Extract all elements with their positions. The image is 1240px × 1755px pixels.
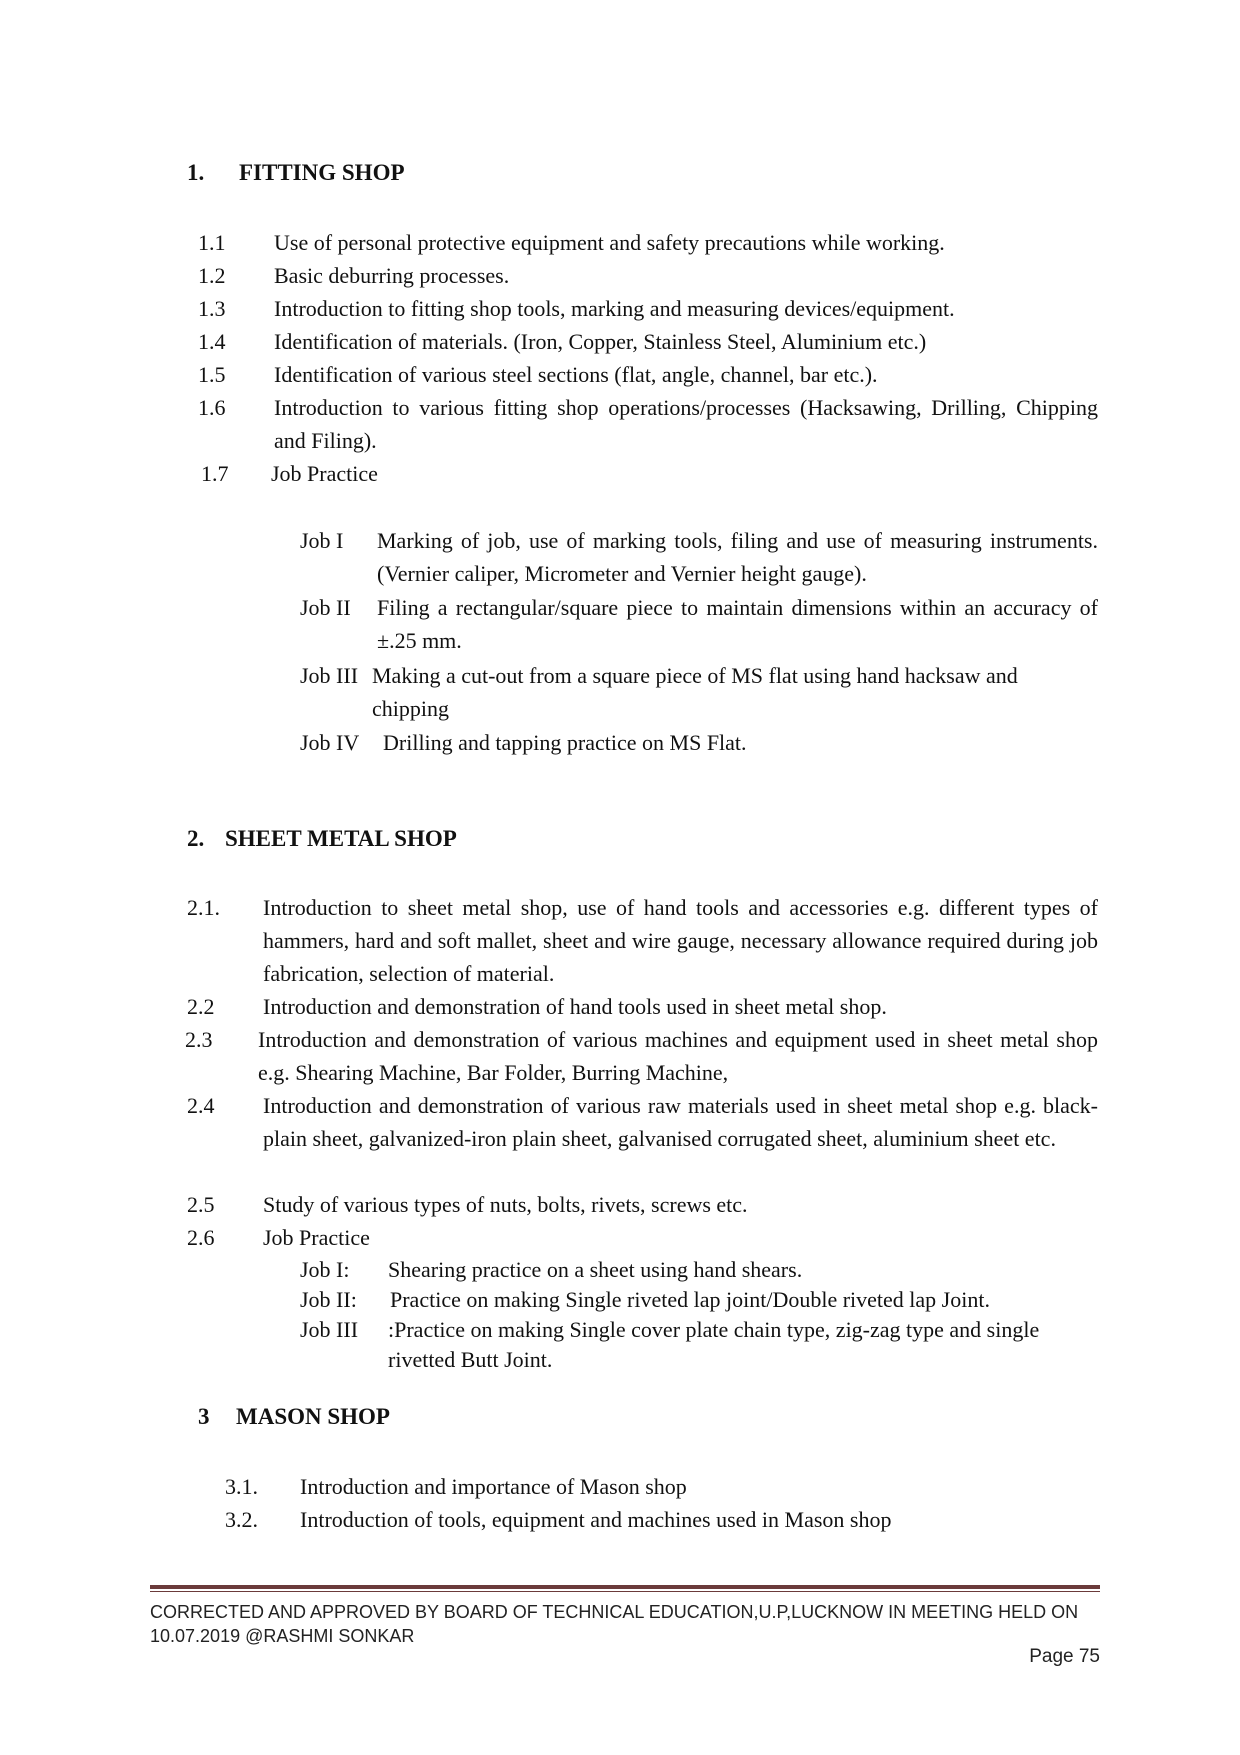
list-item	[187, 1188, 1098, 1221]
job-item	[300, 659, 1098, 725]
section-title: SHEET METAL SHOP	[225, 826, 457, 851]
item-number: 2.2	[187, 994, 215, 1019]
page-number: Page 75	[1029, 1646, 1100, 1667]
list-item	[201, 457, 1098, 490]
section-heading-mason-shop	[198, 1404, 390, 1430]
item-number: 2.3	[185, 1027, 213, 1052]
section-heading-fitting-shop	[187, 160, 405, 186]
list-item	[187, 990, 1098, 1023]
item-text: Introduction to fitting shop tools, marking and measuring devices/equipment.	[274, 296, 955, 321]
section-number: 3	[198, 1404, 210, 1429]
footer-rule	[150, 1585, 1100, 1589]
job-label: Job II:	[300, 1287, 357, 1312]
job-item	[300, 1285, 1098, 1315]
list-item	[198, 259, 1098, 292]
job-label: Job II	[300, 595, 351, 620]
list-item	[187, 1221, 1098, 1254]
item-text: Use of personal protective equipment and safety precautions while working.	[274, 230, 945, 255]
job-item	[300, 591, 1098, 657]
item-text: Introduction to sheet metal shop, use of hand tools and accessories e.g. different types of hammers, hard and soft mallet, sheet and wire gauge, necessary allowance required during job fabrication, selection of material.	[263, 895, 1098, 986]
item-text: Basic deburring processes.	[274, 263, 510, 288]
list-item	[198, 358, 1098, 391]
item-text: Identification of materials. (Iron, Copper, Stainless Steel, Aluminium etc.)	[274, 329, 927, 354]
list-item	[185, 1023, 1098, 1089]
job-text: Practice on making Single riveted lap joint/Double riveted lap Joint.	[390, 1287, 990, 1312]
item-text: Introduction and demonstration of various raw materials used in sheet metal shop e.g. black-plain sheet, galvanized-iron plain sheet, galvanised corrugated sheet, aluminium sheet etc.	[263, 1093, 1098, 1151]
item-text: Introduction and importance of Mason shop	[300, 1474, 687, 1499]
item-number: 2.5	[187, 1192, 215, 1217]
job-item	[300, 726, 1098, 759]
job-label: Job III	[300, 663, 359, 688]
list-item	[187, 1089, 1098, 1188]
item-number: 2.6	[187, 1225, 215, 1250]
item-number: 1.6	[198, 395, 226, 420]
list-item	[187, 891, 1098, 990]
job-label: Job IV	[300, 730, 360, 755]
job-text: Making a cut-out from a square piece of MS flat using hand hacksaw and chipping	[372, 663, 1018, 721]
section-title: FITTING SHOP	[239, 160, 405, 185]
item-number: 2.4	[187, 1093, 215, 1118]
job-text: :Practice on making Single cover plate chain type, zig-zag type and single rivetted Butt Joint.	[388, 1317, 1040, 1372]
job-text: Drilling and tapping practice on MS Flat.	[383, 730, 747, 755]
item-number: 1.7	[201, 461, 229, 486]
job-item	[300, 524, 1098, 590]
job-label: Job III	[300, 1317, 359, 1342]
item-text: Introduction and demonstration of hand tools used in sheet metal shop.	[263, 994, 887, 1019]
list-item	[225, 1470, 1098, 1503]
list-item	[198, 292, 1098, 325]
job-label: Job I:	[300, 1257, 350, 1282]
section-heading-sheet-metal-shop	[187, 826, 457, 852]
item-number: 3.2.	[225, 1507, 258, 1532]
job-item	[300, 1255, 1098, 1285]
list-item	[198, 325, 1098, 358]
job-item	[300, 1315, 1098, 1375]
job-label: Job I	[300, 528, 344, 553]
job-text: Shearing practice on a sheet using hand shears.	[388, 1257, 803, 1282]
item-number: 3.1.	[225, 1474, 258, 1499]
job-text: Marking of job, use of marking tools, filing and use of measuring instruments. (Vernier caliper, Micrometer and Vernier height gauge).	[377, 528, 1098, 586]
item-number: 1.3	[198, 296, 226, 321]
item-number: 2.1.	[187, 895, 220, 920]
list-item	[225, 1503, 1098, 1536]
job-text: Filing a rectangular/square piece to maintain dimensions within an accuracy of ±.25 mm.	[377, 595, 1098, 653]
item-number: 1.5	[198, 362, 226, 387]
item-text: Study of various types of nuts, bolts, rivets, screws etc.	[263, 1192, 748, 1217]
list-item	[198, 391, 1098, 457]
item-text: Identification of various steel sections (flat, angle, channel, bar etc.).	[274, 362, 878, 387]
item-text: Introduction and demonstration of various machines and equipment used in sheet metal shop e.g. Shearing Machine, Bar Folder, Burring Machine,	[258, 1027, 1098, 1085]
item-text: Job Practice	[263, 1225, 370, 1250]
list-item	[198, 226, 1098, 259]
item-number: 1.2	[198, 263, 226, 288]
section-number: 1.	[187, 160, 205, 185]
section-number: 2.	[187, 826, 205, 851]
footer-rule-thin	[150, 1591, 1100, 1592]
footer-approval-note: CORRECTED AND APPROVED BY BOARD OF TECHNICAL EDUCATION,U.P,LUCKNOW IN MEETING HELD ON 10.07.2019 @RASHMI SONKAR	[150, 1602, 1079, 1646]
item-text: Job Practice	[271, 461, 378, 486]
item-text: Introduction of tools, equipment and machines used in Mason shop	[300, 1507, 892, 1532]
section-title: MASON SHOP	[236, 1404, 390, 1429]
item-number: 1.4	[198, 329, 226, 354]
item-text: Introduction to various fitting shop operations/processes (Hacksawing, Drilling, Chipping and Filing).	[274, 395, 1098, 453]
item-number: 1.1	[198, 230, 226, 255]
